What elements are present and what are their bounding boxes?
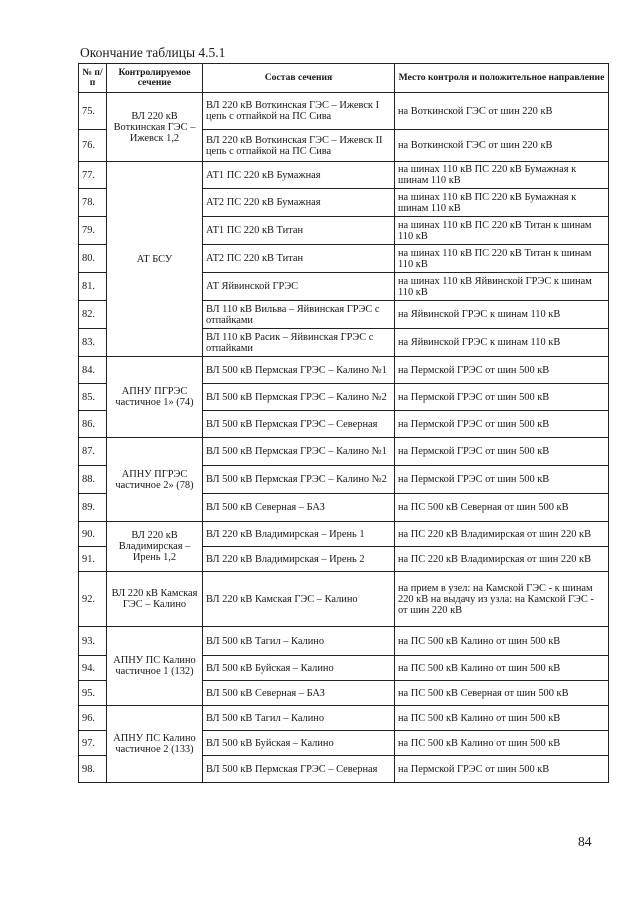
row-number: 95.: [79, 681, 107, 706]
section-composition: ВЛ 220 кВ Воткинская ГЭС – Ижевск II цепь с отпайкой на ПС Сива: [203, 130, 395, 162]
control-direction: на Пермской ГРЭС от шин 500 кВ: [395, 438, 609, 466]
section-composition: ВЛ 500 кВ Пермская ГРЭС – Калино №2: [203, 384, 395, 411]
control-direction: на ПС 220 кВ Владимирская от шин 220 кВ: [395, 522, 609, 547]
row-number: 82.: [79, 301, 107, 329]
control-direction: на Яйвинской ГРЭС к шинам 110 кВ: [395, 329, 609, 357]
header-composition: Состав сечения: [203, 64, 395, 93]
table-row: [79, 93, 609, 130]
control-direction: на Пермской ГРЭС от шин 500 кВ: [395, 384, 609, 411]
section-composition: ВЛ 500 кВ Тагил – Калино: [203, 627, 395, 656]
row-number: 78.: [79, 189, 107, 217]
control-direction: на ПС 500 кВ Калино от шин 500 кВ: [395, 706, 609, 731]
section-composition: ВЛ 500 кВ Буйская – Калино: [203, 731, 395, 756]
table-caption: Окончание таблицы 4.5.1: [80, 45, 226, 60]
section-composition: АТ1 ПС 220 кВ Титан: [203, 217, 395, 245]
table-row: [79, 572, 609, 627]
table-row: [79, 627, 609, 656]
row-number: 80.: [79, 245, 107, 273]
row-number: 86.: [79, 411, 107, 438]
control-direction: на ПС 500 кВ Калино от шин 500 кВ: [395, 731, 609, 756]
header-num: № п/п: [79, 64, 107, 93]
table-row: [79, 706, 609, 731]
section-composition: ВЛ 110 кВ Вильва – Яйвинская ГРЭС с отпайками: [203, 301, 395, 329]
control-direction: на Пермской ГРЭС от шин 500 кВ: [395, 756, 609, 783]
control-direction: на ПС 500 кВ Северная от шин 500 кВ: [395, 681, 609, 706]
row-number: 91.: [79, 547, 107, 572]
row-number: 84.: [79, 357, 107, 384]
controlled-section: АПНУ ПГРЭС частичное 1» (74): [107, 357, 203, 438]
control-direction: на Яйвинской ГРЭС к шинам 110 кВ: [395, 301, 609, 329]
table-row: [79, 438, 609, 466]
control-direction: на ПС 220 кВ Владимирская от шин 220 кВ: [395, 547, 609, 572]
control-direction: на шинах 110 кВ ПС 220 кВ Бумажная к шинам 110 кВ: [395, 162, 609, 189]
header-section: Контролируемое сечение: [107, 64, 203, 93]
section-composition: ВЛ 500 кВ Северная – БАЗ: [203, 494, 395, 522]
section-composition: ВЛ 500 кВ Пермская ГРЭС – Северная: [203, 411, 395, 438]
control-direction: на прием в узел: на Камской ГЭС - к шинам 220 кВ на выдачу из узла: на Камской ГЭС - от шин 220 кВ: [395, 572, 609, 627]
row-number: 94.: [79, 656, 107, 681]
row-number: 85.: [79, 384, 107, 411]
row-number: 88.: [79, 466, 107, 494]
controlled-section: АПНУ ПГРЭС частичное 2» (78): [107, 438, 203, 522]
row-number: 92.: [79, 572, 107, 627]
page-number: 84: [578, 834, 592, 849]
control-direction: на ПС 500 кВ Калино от шин 500 кВ: [395, 627, 609, 656]
row-number: 93.: [79, 627, 107, 656]
control-direction: на шинах 110 кВ ПС 220 кВ Титан к шинам 110 кВ: [395, 245, 609, 273]
controlled-section: ВЛ 220 кВ Владимирская – Ирень 1,2: [107, 522, 203, 572]
control-direction: на Пермской ГРЭС от шин 500 кВ: [395, 357, 609, 384]
row-number: 77.: [79, 162, 107, 189]
row-number: 81.: [79, 273, 107, 301]
control-direction: на Воткинской ГЭС от шин 220 кВ: [395, 93, 609, 130]
section-composition: ВЛ 500 кВ Пермская ГРЭС – Калино №1: [203, 357, 395, 384]
table-row: [79, 162, 609, 189]
control-direction: на Пермской ГРЭС от шин 500 кВ: [395, 411, 609, 438]
row-number: 96.: [79, 706, 107, 731]
table-row: [79, 522, 609, 547]
control-direction: на шинах 110 кВ ПС 220 кВ Титан к шинам 110 кВ: [395, 217, 609, 245]
table-row: [79, 357, 609, 384]
section-composition: ВЛ 500 кВ Тагил – Калино: [203, 706, 395, 731]
header-direction: Место контроля и положительное направление: [395, 64, 609, 93]
controlled-section: АПНУ ПС Калино частичное 2 (133): [107, 706, 203, 783]
data-table: [78, 63, 609, 783]
control-direction: на Пермской ГРЭС от шин 500 кВ: [395, 466, 609, 494]
row-number: 97.: [79, 731, 107, 756]
row-number: 98.: [79, 756, 107, 783]
section-composition: ВЛ 500 кВ Пермская ГРЭС – Калино №1: [203, 438, 395, 466]
control-direction: на ПС 500 кВ Калино от шин 500 кВ: [395, 656, 609, 681]
row-number: 76.: [79, 130, 107, 162]
controlled-section: АПНУ ПС Калино частичное 1 (132): [107, 627, 203, 706]
controlled-section: ВЛ 220 кВ Воткинская ГЭС – Ижевск 1,2: [107, 93, 203, 162]
table-body: [79, 93, 609, 783]
row-number: 79.: [79, 217, 107, 245]
control-direction: на Воткинской ГЭС от шин 220 кВ: [395, 130, 609, 162]
control-direction: на шинах 110 кВ ПС 220 кВ Бумажная к шинам 110 кВ: [395, 189, 609, 217]
section-composition: ВЛ 220 кВ Владимирская – Ирень 2: [203, 547, 395, 572]
section-composition: ВЛ 220 кВ Воткинская ГЭС – Ижевск I цепь с отпайкой на ПС Сива: [203, 93, 395, 130]
row-number: 89.: [79, 494, 107, 522]
section-composition: ВЛ 500 кВ Северная – БАЗ: [203, 681, 395, 706]
control-direction: на ПС 500 кВ Северная от шин 500 кВ: [395, 494, 609, 522]
controlled-section: ВЛ 220 кВ Камская ГЭС – Калино: [107, 572, 203, 627]
row-number: 75.: [79, 93, 107, 130]
section-composition: ВЛ 500 кВ Пермская ГРЭС – Северная: [203, 756, 395, 783]
section-composition: ВЛ 500 кВ Буйская – Калино: [203, 656, 395, 681]
row-number: 90.: [79, 522, 107, 547]
row-number: 83.: [79, 329, 107, 357]
section-composition: АТ2 ПС 220 кВ Бумажная: [203, 189, 395, 217]
table-header-row: [79, 64, 609, 93]
section-composition: ВЛ 220 кВ Камская ГЭС – Калино: [203, 572, 395, 627]
controlled-section: АТ БСУ: [107, 162, 203, 357]
row-number: 87.: [79, 438, 107, 466]
section-composition: АТ1 ПС 220 кВ Бумажная: [203, 162, 395, 189]
section-composition: АТ Яйвинской ГРЭС: [203, 273, 395, 301]
section-composition: ВЛ 110 кВ Расик – Яйвинская ГРЭС с отпайками: [203, 329, 395, 357]
section-composition: ВЛ 500 кВ Пермская ГРЭС – Калино №2: [203, 466, 395, 494]
section-composition: ВЛ 220 кВ Владимирская – Ирень 1: [203, 522, 395, 547]
section-composition: АТ2 ПС 220 кВ Титан: [203, 245, 395, 273]
control-direction: на шинах 110 кВ Яйвинской ГРЭС к шинам 110 кВ: [395, 273, 609, 301]
